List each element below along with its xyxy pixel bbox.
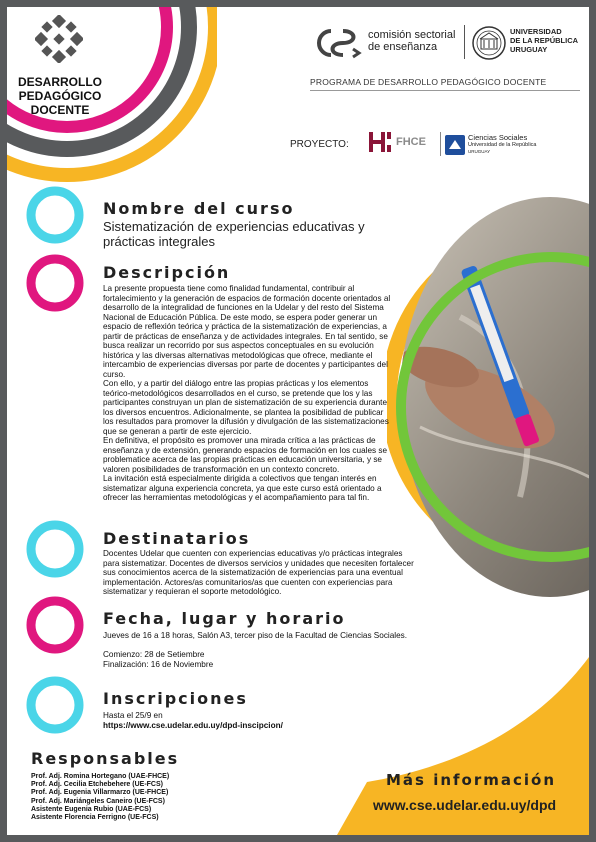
udelar-seal-icon bbox=[471, 25, 507, 61]
description-line: curso. bbox=[103, 369, 126, 379]
fcs-line-1: Ciencias Sociales bbox=[468, 133, 528, 142]
program-logo-icon bbox=[35, 15, 83, 63]
audience-line: sistematizar y requieran el soporte metodológico. bbox=[103, 587, 282, 596]
course-name-line-1: Sistematización de experiencias educativas y bbox=[103, 219, 365, 234]
more-info-title: Más información bbox=[386, 771, 557, 789]
description-line: histórica y las diversas alternativas metodológicas que ofrece, mediante el bbox=[103, 350, 373, 360]
responsables-list bbox=[31, 773, 169, 822]
udelar-line-3: URUGUAY bbox=[510, 45, 548, 54]
proyecto-label: PROYECTO: bbox=[290, 139, 349, 150]
description-line: teórico-metodológicos desarrollados en el curso, se pretende que los y las bbox=[103, 388, 373, 398]
responsables-title: Responsables bbox=[31, 749, 180, 768]
program-title-line-3: DOCENTE bbox=[30, 103, 90, 117]
subtitle-underline bbox=[310, 90, 580, 91]
program-title-line-1: DESARROLLO bbox=[18, 75, 102, 89]
fcs-line-2: Universidad de la República bbox=[468, 142, 537, 148]
header-divider bbox=[464, 25, 465, 59]
fhce-label: FHCE bbox=[396, 136, 426, 148]
description-line: los diversos encuentros. Adicionalmente, se plantea la posibilidad de publicar bbox=[103, 407, 384, 417]
description-line: ofrecer las herramientas metodológicas y el acompañamiento para tal fin. bbox=[103, 493, 370, 502]
more-info-link[interactable]: www.cse.udelar.edu.uy/dpd bbox=[373, 797, 557, 813]
responsable-item: Prof. Adj. Cecilia Etchebehere (UE-FCS) bbox=[31, 781, 163, 789]
course-name-line-2: prácticas integrales bbox=[103, 234, 215, 249]
cse-logo-icon bbox=[309, 27, 365, 59]
audience-ring-icon bbox=[25, 519, 85, 579]
description-line: enseñanza y de extensión, generando espacios de formación en los cuales se bbox=[103, 445, 388, 455]
description-line: que se generan a partir de este ejercicio. bbox=[103, 426, 252, 436]
description-ring-icon bbox=[25, 253, 85, 313]
description-line: La presente propuesta tiene como finalidad fundamental, contribuir al bbox=[103, 284, 355, 293]
udelar-line-1: UNIVERSIDAD bbox=[510, 27, 562, 36]
description-line: partir de prácticas de enseñanza y de actividades integrales. En tal sentido, se bbox=[103, 331, 388, 341]
description-section-title: Descripción bbox=[103, 263, 231, 282]
program-title bbox=[15, 75, 105, 117]
program-title-line-2: PEDAGÓGICO bbox=[18, 89, 102, 103]
green-arc-graphic bbox=[387, 187, 589, 607]
description-line: participantes construyan un plan de sistematización de su experiencia durante bbox=[103, 398, 388, 407]
description-line: La invitación está especialmente dirigida a colectivos que tengan interés en bbox=[103, 474, 377, 483]
audience-line: Docentes Udelar que cuenten con experiencias educativas y/o prácticas integrales bbox=[103, 549, 403, 558]
description-line: espacio de reflexión teórica y práctica de la sistematización de experiencias, a bbox=[103, 322, 387, 331]
description-line: problematice acerca de las propias prácticas en educación universitaria, y se bbox=[103, 455, 382, 464]
responsable-item: Prof. Adj. Eugenia Villarmarzo (UE-FHCE) bbox=[31, 789, 169, 797]
schedule-end: Finalización: 16 de Noviembre bbox=[103, 660, 214, 669]
audience-body bbox=[103, 549, 414, 597]
schedule-section-title: Fecha, lugar y horario bbox=[103, 609, 346, 628]
description-line: valoren posibilidades de transformación en un contexto concreto. bbox=[103, 464, 340, 474]
schedule-detail: Jueves de 16 a 18 horas, Salón A3, tercer piso de la Facultad de Ciencias Sociales. bbox=[103, 631, 408, 640]
cse-name-line-2: de enseñanza bbox=[368, 41, 438, 53]
schedule-start: Comienzo: 28 de Setiembre bbox=[103, 650, 205, 659]
enrollment-section-title: Inscripciones bbox=[103, 689, 248, 708]
enrollment-ring-icon bbox=[25, 675, 85, 735]
enrollment-link[interactable]: https://www.cse.udelar.edu.uy/dpd-inscipcion/ bbox=[103, 721, 283, 730]
description-line: busca realizar un recorrido por sus aspectos conceptuales en su evolución bbox=[103, 341, 374, 350]
description-line: sistematizar alguna experiencia concreta, ya que este curso está orientado a bbox=[103, 483, 382, 493]
responsable-item: Prof. Adj. Romina Hortegano (UAE-FHCE) bbox=[31, 773, 170, 780]
enrollment-deadline: Hasta el 25/9 en bbox=[103, 711, 163, 720]
udelar-name bbox=[510, 27, 578, 54]
audience-section-title: Destinatarios bbox=[103, 529, 251, 548]
description-line: Nacional de Educación Pública. De este modo, se espera poder generar un bbox=[103, 312, 377, 322]
audience-line: implementación. Actores/as comunitarios/as que cuenten con experiencias para bbox=[103, 577, 393, 587]
fcs-line-3: URUGUAY bbox=[468, 148, 491, 154]
description-line: Con ello, y a partir del diálogo entre las propias prácticas y los elementos bbox=[103, 379, 369, 388]
flyer-page bbox=[7, 7, 589, 835]
cse-name bbox=[368, 29, 455, 53]
udelar-line-2: DE LA REPÚBLICA bbox=[510, 36, 579, 45]
audience-line: sus conocimientos acerca de la sistematización de experiencias para una eventual bbox=[103, 568, 403, 577]
responsable-item: Asistente Florencia Ferrigno (UE-FCS) bbox=[31, 814, 159, 822]
course-section-title: Nombre del curso bbox=[103, 199, 295, 218]
cse-name-line-1: comisión sectorial bbox=[368, 29, 456, 41]
course-name bbox=[103, 219, 365, 249]
description-line: En definitiva, el propósito es promover una mirada crítica a las prácticas de bbox=[103, 436, 376, 445]
audience-line: para sistematizar. Docentes de diversos servicios y unidades que necesiten fortalecer bbox=[103, 558, 414, 568]
course-ring-icon bbox=[25, 185, 85, 245]
description-line: intercambio de experiencias diversas por parte de docentes y participantes del bbox=[103, 360, 388, 369]
responsable-item: Prof. Adj. Mariángeles Caneiro (UE-FCS) bbox=[31, 797, 165, 805]
program-subtitle: PROGRAMA DE DESARROLLO PEDAGÓGICO DOCENTE bbox=[310, 77, 547, 87]
description-body bbox=[103, 284, 390, 503]
description-line: los resultados para promover la difusión y divulgación de las sistematizaciones bbox=[103, 417, 389, 426]
description-line: desarrollo de la integralidad de funciones en la Udelar y del resto del Sistema bbox=[103, 303, 384, 312]
description-line: fortalecimiento y la generación de espacios de formación docente orientados al bbox=[103, 293, 391, 303]
schedule-ring-icon bbox=[25, 595, 85, 655]
responsable-item: Asistente Eugenia Rubio (UAE-FCS) bbox=[31, 805, 152, 813]
